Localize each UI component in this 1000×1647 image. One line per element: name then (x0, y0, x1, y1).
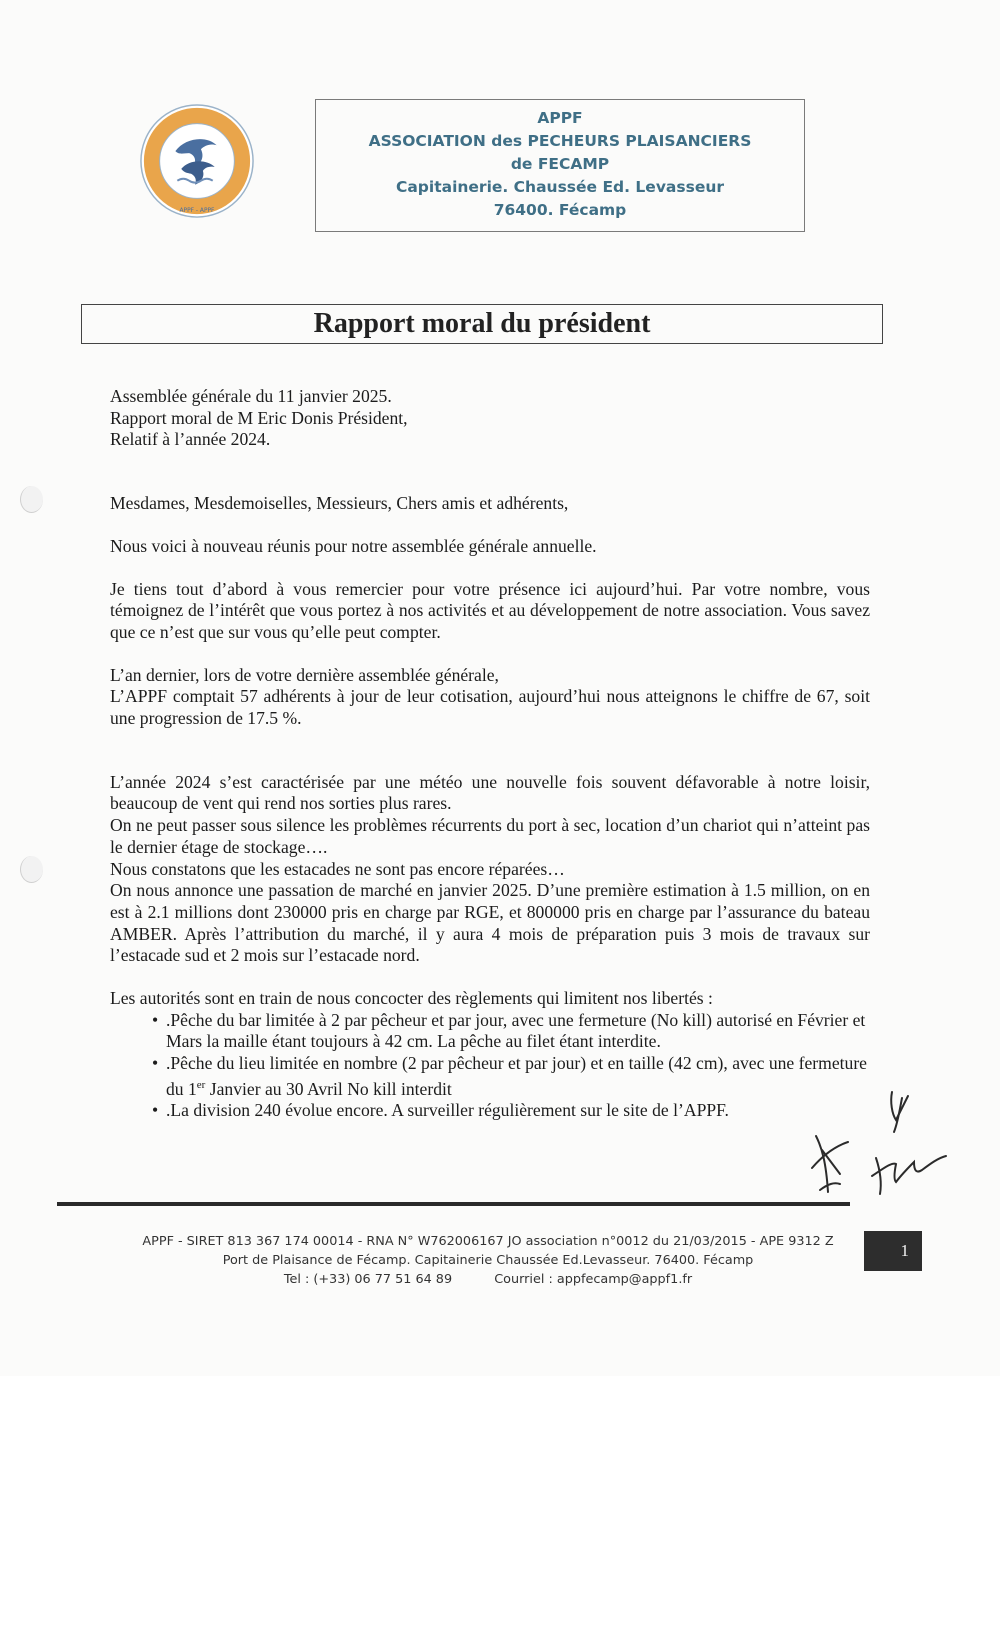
report-body (110, 386, 870, 1122)
footer-divider (57, 1202, 850, 1206)
header-line-4: Capitainerie. Chaussée Ed. Levasseur (395, 178, 725, 196)
punch-hole (20, 486, 43, 513)
paragraph: On ne peut passer sous silence les problèmes récurrents du port à sec, location d’un chariot qui n’atteint pas le dernier étage de stockage…. (110, 815, 870, 857)
header-line-1: APPF (537, 109, 583, 127)
footer-contact (118, 1270, 858, 1289)
intro-line: Assemblée générale du 11 janvier 2025. (110, 386, 392, 406)
regulations-list (110, 1010, 870, 1122)
footer (118, 1232, 858, 1289)
list-item: • .Pêche du bar limitée à 2 par pêcheur et par jour, avec une fermeture (No kill) autorisé en Février et Mars la maille étant toujours à 42 cm. La pêche au filet étant interdite. (152, 1009, 866, 1052)
paragraph: Nous voici à nouveau réunis pour notre assemblée générale annuelle. (110, 535, 597, 556)
paragraph: L’année 2024 s’est caractérisée par une météo une nouvelle fois souvent défavorable à notre loisir, beaucoup de vent qui rend nos sorties plus rares. (110, 771, 870, 814)
paragraph: Je tiens tout d’abord à vous remercier pour votre présence ici aujourd’hui. Par votre nombre, vous témoignez de l’intérêt que vous portez à nos activités et au développement de notre association. Vous savez que ce n’est que sur vous qu’elle peut compter. (110, 578, 870, 642)
footer-phone: Tel : (+33) 06 77 51 64 89 (283, 1272, 453, 1287)
association-logo (138, 102, 256, 220)
footer-line: APPF - SIRET 813 367 174 00014 - RNA N° W762006167 JO association n°0012 du 21/03/2015 - APE 9312 Z (142, 1234, 834, 1249)
salutation: Mesdames, Mesdemoiselles, Messieurs, Chers amis et adhérents, (110, 493, 569, 514)
paragraph: L’APPF comptait 57 adhérents à jour de leur cotisation, aujourd’hui nous atteignons le chiffre de 67, soit une progression de 17.5 %. (110, 686, 870, 729)
intro-line: Relatif à l’année 2024. (110, 429, 271, 450)
paragraph: Les autorités sont en train de nous concocter des règlements qui limitent nos libertés : (110, 988, 713, 1009)
handwritten-initials (810, 1088, 960, 1198)
footer-line: Port de Plaisance de Fécamp. Capitainerie Chaussée Ed.Levasseur. 76400. Fécamp (222, 1253, 754, 1268)
header-box (315, 99, 805, 232)
page-title: Rapport moral du président (81, 304, 883, 344)
intro-line: Rapport moral de M Eric Donis Président, (110, 407, 408, 428)
blank-scan-area (0, 1376, 1000, 1647)
header-line-5: 76400. Fécamp (493, 201, 627, 219)
paragraph: Nous constatons que les estacades ne sont pas encore réparées… (110, 858, 565, 879)
list-item: • .Pêche du lieu limitée en nombre (2 par pêcheur et par jour) et en taille (42 cm), avec une fermeture du 1er Janvier au 30 Avril No kill interdit (152, 1053, 867, 1099)
header-line-2: ASSOCIATION des PECHEURS PLAISANCIERS (368, 132, 752, 150)
svg-text:APPF - APPF: APPF - APPF (179, 208, 215, 215)
paragraph: On nous annonce une passation de marché en janvier 2025. D’une première estimation à 1.5 million, on en est à 2.1 millions dont 230000 pris en charge par RGE, et 800000 pris en charge par l’assurance du bateau AMBER. Après l’attribution du marché, il y aura 4 mois de préparation puis 3 mois de travaux sur l’estacade sud et 2 mois sur l’estacade nord. (110, 880, 870, 966)
footer-email: Courriel : appfecamp@appf1.fr (494, 1272, 693, 1287)
paragraph: L’an dernier, lors de votre dernière assemblée générale, (110, 664, 499, 685)
page-number: 1 (864, 1231, 922, 1271)
punch-hole (20, 856, 43, 883)
header-line-3: de FECAMP (510, 155, 610, 173)
list-item: • .La division 240 évolue encore. A surveiller régulièrement sur le site de l’APPF. (152, 1100, 729, 1121)
